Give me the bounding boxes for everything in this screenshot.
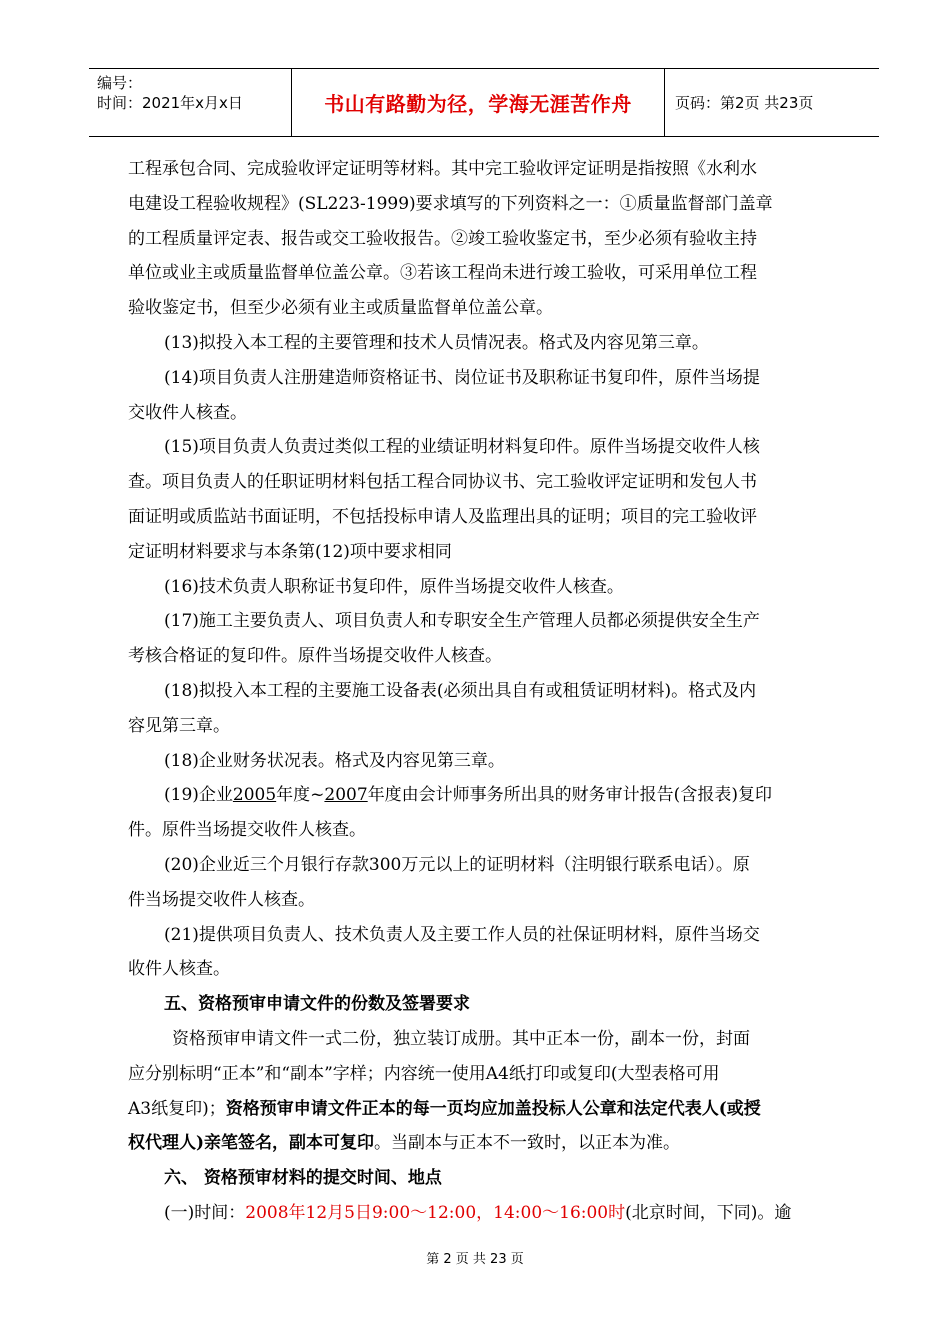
text-line: 面证明或质监站书面证明，不包括投标申请人及监理出具的证明；项目的完工验收评 [128,506,757,527]
number-label: 编号： [97,74,143,92]
item-18b: (18)企业财务状况表。格式及内容见第三章。 [164,750,505,771]
header-page-info [665,69,879,136]
text-line: 容见第三章。 [128,715,230,736]
item-19-part: 年度由会计师事务所出具的财务审计报告(含报表)复印 [367,785,772,806]
motto-text: 书山有路勤为径，学海无涯苦作舟 [324,92,632,116]
item-16: (16)技术负责人职称证书复印件，原件当场提交收件人核查。 [164,576,624,597]
header-motto-cell [291,69,665,136]
page-info-text: 页码：第2页 共23页 [675,94,814,112]
section-5-line [128,1126,841,1161]
year-end: 2007 [324,785,368,806]
text-line: 收件人核查。 [128,959,230,980]
text-line: 件。原件当场提交收件人核查。 [128,820,366,841]
text-line: 定证明材料要求与本条第(12)项中要求相同 [128,541,452,562]
text-line: 查。项目负责人的任职证明材料包括工程合同协议书、完工验收评定证明和发包人书 [128,472,757,493]
text-line: 考核合格证的复印件。原件当场提交收件人核查。 [128,646,502,667]
header-meta [89,69,289,136]
document-body [128,152,841,1231]
text-line: 件当场提交收件人核查。 [128,889,315,910]
time-label: 时间：2021年x月x日 [97,94,243,112]
page-footer: 第 2 页 共 23 页 [426,1252,524,1267]
item-19-part: (19)企业 [164,785,233,806]
submission-time: 2008年12月5日9:00～12:00，14:00～16:00时 [245,1202,626,1223]
item-15: (15)项目负责人负责过类似工程的业绩证明材料复印件。原件当场提交收件人核 [164,437,760,458]
text-line: 交收件人核查。 [128,402,247,423]
item-17: (17)施工主要负责人、项目负责人和专职安全生产管理人员都必须提供安全生产 [164,611,760,632]
item-19-part: 年度~ [276,785,325,806]
section-5-text: A3纸复印)； [128,1098,226,1119]
time-note: (北京时间，下同)。逾 [625,1202,792,1223]
item-14: (14)项目负责人注册建造师资格证书、岗位证书及职称证书复印件，原件当场提 [164,367,760,388]
time-label: (一)时间： [164,1202,246,1223]
item-18: (18)拟投入本工程的主要施工设备表(必须出具自有或租赁证明材料)。格式及内 [164,680,757,701]
section-6-time-line [128,1196,841,1231]
section-5-text: 。当副本与正本不一致时，以正本为准。 [374,1133,681,1154]
text-line: 电建设工程验收规程》(SL223-1999)要求填写的下列资料之一：①质量监督部门盖章 [128,193,773,214]
item-21: (21)提供项目负责人、技术负责人及主要工作人员的社保证明材料，原件当场交 [164,924,760,945]
item-20: (20)企业近三个月银行存款300万元以上的证明材料（注明银行联系电话）。原 [164,854,750,875]
section-5-bold-text: 资格预审申请文件正本的每一页均应加盖投标人公章和法定代表人(或授 [225,1098,761,1119]
section-5-line: 应分别标明“正本”和“副本”字样；内容统一使用A4纸打印或复印(大型表格可用 [128,1063,720,1084]
text-line: 单位或业主或质量监督单位盖公章。③若该工程尚未进行竣工验收，可采用单位工程 [128,263,757,284]
text-line: 工程承包合同、完成验收评定证明等材料。其中完工验收评定证明是指按照《水利水 [128,159,757,179]
section-5-line: 资格预审申请文件一式二份，独立装订成册。其中正本一份，副本一份，封面 [172,1028,750,1049]
section-5-heading: 五、资格预审申请文件的份数及签署要求 [164,994,470,1015]
section-5-bold-text: 权代理人)亲笔签名，副本可复印 [128,1133,375,1154]
page-header [89,68,879,137]
section-5-line [128,1092,841,1127]
item-19 [128,778,841,813]
text-line: 验收鉴定书，但至少必须有业主或质量监督单位盖公章。 [128,298,553,319]
text-line: 的工程质量评定表、报告或交工验收报告。②竣工验收鉴定书，至少必须有验收主持 [128,228,757,249]
section-6-heading: 六、 资格预审材料的提交时间、地点 [164,1168,442,1189]
year-start: 2005 [232,785,277,806]
item-13: (13)拟投入本工程的主要管理和技术人员情况表。格式及内容见第三章。 [164,332,709,353]
